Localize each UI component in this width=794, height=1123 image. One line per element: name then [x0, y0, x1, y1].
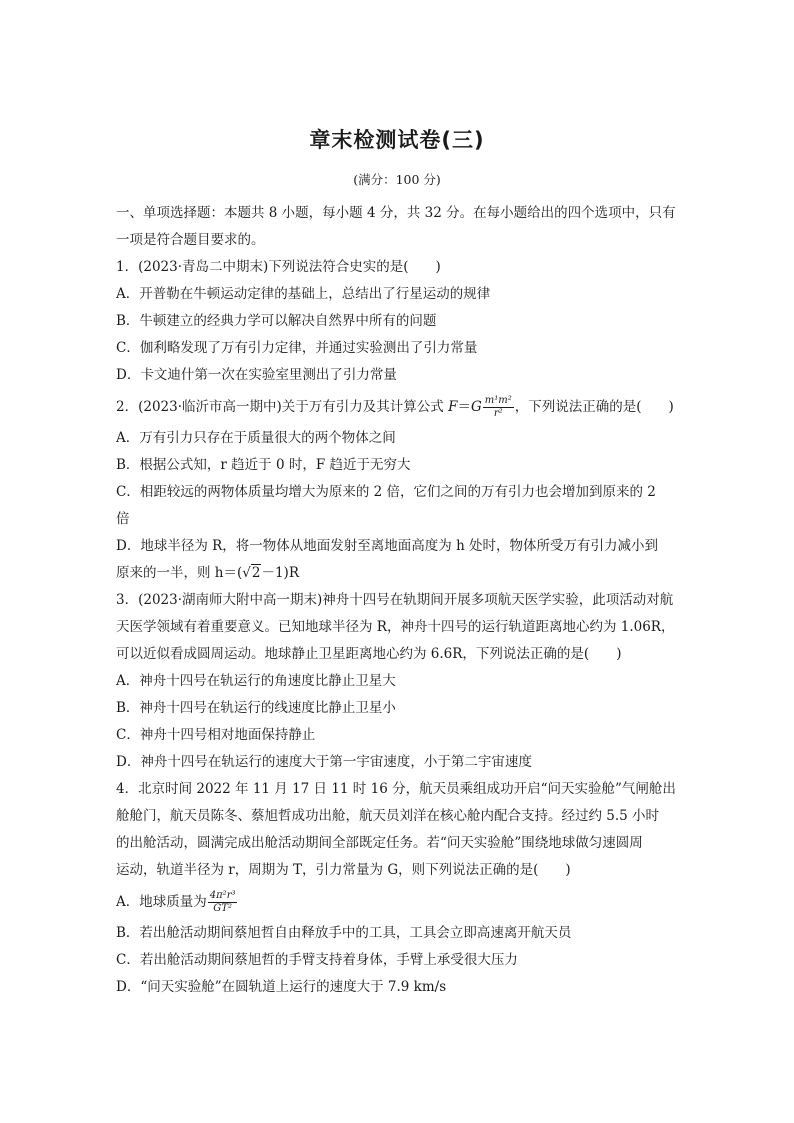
question-2: [116, 389, 680, 587]
question-4-option-b: B．若出舱活动期间蔡旭哲自由释放手中的工具，工具会立即高速离开航天员: [116, 925, 572, 941]
question-2-option-c-line2: 倍: [116, 511, 130, 527]
sqrt-symbol: √: [242, 565, 251, 581]
question-2-option-a: A．万有引力只存在于质量很大的两个物体之间: [116, 430, 396, 446]
question-3-stem-line1: 3．(2023·湖南师大附中高一期末)神舟十四号在轨期间开展多项航天医学实验，此项活动对航: [116, 592, 674, 608]
question-2-option-d-line2: [116, 560, 680, 587]
question-2-stem: [116, 389, 680, 425]
question-1-option-c: C．伽利略发现了万有引力定律，并通过实验测出了引力常量: [116, 340, 478, 356]
section-heading-line2: 一项是符合题目要求的。: [116, 232, 265, 248]
question-2-option-b: B．根据公式知，r 趋近于 0 时，F 趋近于无穷大: [116, 457, 411, 473]
sqrt-radicand: 2: [251, 565, 261, 581]
section-heading-line1: 一、单项选择题：本题共 8 小题，每小题 4 分，共 32 分。在每小题给出的四个选项中，只有: [116, 205, 676, 221]
formula-equals: ＝: [457, 399, 471, 415]
formula-numerator: m¹m²: [484, 395, 512, 406]
question-2-stem-suffix: ，下列说法正确的是( ): [514, 399, 674, 415]
question-4-option-c: C．若出舱活动期间蔡旭哲的手臂支持着身体，手臂上承受很大压力: [116, 952, 518, 968]
exam-body: [116, 200, 680, 1001]
question-1-option-d: D．卡文迪什第一次在实验室里测出了引力常量: [116, 367, 397, 383]
question-2-option-d-suffix: －1)R: [261, 565, 299, 581]
question-3-option-d: D．神舟十四号在轨运行的速度大于第一宇宙速度，小于第二宇宙速度: [116, 754, 532, 770]
formula-force-symbol: F: [448, 399, 458, 415]
earth-mass-numerator: 4π²r³: [209, 890, 236, 901]
question-3-stem-line2: 天医学领域有着重要意义。已知地球半径为 R，神舟十四号的运行轨道距离地心约为 1.06R，: [116, 619, 675, 635]
question-2-stem-prefix: 2．(2023·临沂市高一期中)关于万有引力及其计算公式: [116, 399, 449, 415]
question-2-option-d-prefix: 原来的一半，则 h＝(: [116, 565, 243, 581]
question-4-stem-line4: 运动，轨道半径为 r，周期为 T，引力常量为 G，则下列说法正确的是( ): [116, 862, 571, 878]
question-2-option-c-line1: C．相距较远的两物体质量均增大为原来的 2 倍，它们之间的万有引力也会增加到原来的 2: [116, 484, 656, 500]
question-4: [116, 776, 680, 1001]
formula-denominator: r²: [493, 408, 503, 419]
question-1: [116, 254, 680, 389]
formula-gravity-constant: G: [470, 399, 482, 415]
question-4-stem-line3: 的出舱活动，圆满完成出舱活动期间全部既定任务。若“问天实验舱”围绕地球做匀速圆周: [116, 835, 643, 851]
question-3-option-a: A．神舟十四号在轨运行的角速度比静止卫星大: [116, 673, 396, 689]
question-3-stem-line3: 可以近似看成圆周运动。地球静止卫星距离地心约为 6.6R，下列说法正确的是( ): [116, 646, 622, 662]
question-4-option-a: [116, 884, 680, 920]
question-3-option-c: C．神舟十四号相对地面保持静止: [116, 727, 316, 743]
gravitation-formula-fraction: [483, 395, 514, 420]
score-note: (满分：100 分): [353, 172, 441, 187]
question-1-option-b: B．牛顿建立的经典力学可以解决自然界中所有的问题: [116, 313, 437, 329]
question-4-option-a-prefix: A．地球质量为: [116, 894, 207, 910]
document-title: 章末检测试卷(三): [309, 128, 485, 152]
earth-mass-denominator: GT²: [213, 903, 232, 914]
question-2-option-d-line1: D．地球半径为 R，将一物体从地面发射至离地面高度为 h 处时，物体所受万有引力减小到: [116, 538, 659, 554]
question-1-stem: 1．(2023·青岛二中期末)下列说法符合史实的是( ): [116, 259, 441, 275]
question-3: [116, 587, 680, 776]
question-4-stem-line1: 4．北京时间 2022 年 11 月 17 日 11 时 16 分，航天员乘组成功开启“问天实验舱”气闸舱出: [116, 781, 676, 797]
question-3-option-b: B．神舟十四号在轨运行的线速度比静止卫星小: [116, 700, 396, 716]
question-4-option-d: D．“问天实验舱”在圆轨道上运行的速度大于 7.9 km/s: [116, 979, 447, 995]
earth-mass-fraction: [208, 890, 238, 915]
question-4-stem-line2: 舱舱门，航天员陈冬、蔡旭哲成功出舱，航天员刘洋在核心舱内配合支持。经过约 5.5 小时: [116, 808, 660, 824]
question-1-option-a: A．开普勒在牛顿运动定律的基础上，总结出了行星运动的规律: [116, 286, 491, 302]
